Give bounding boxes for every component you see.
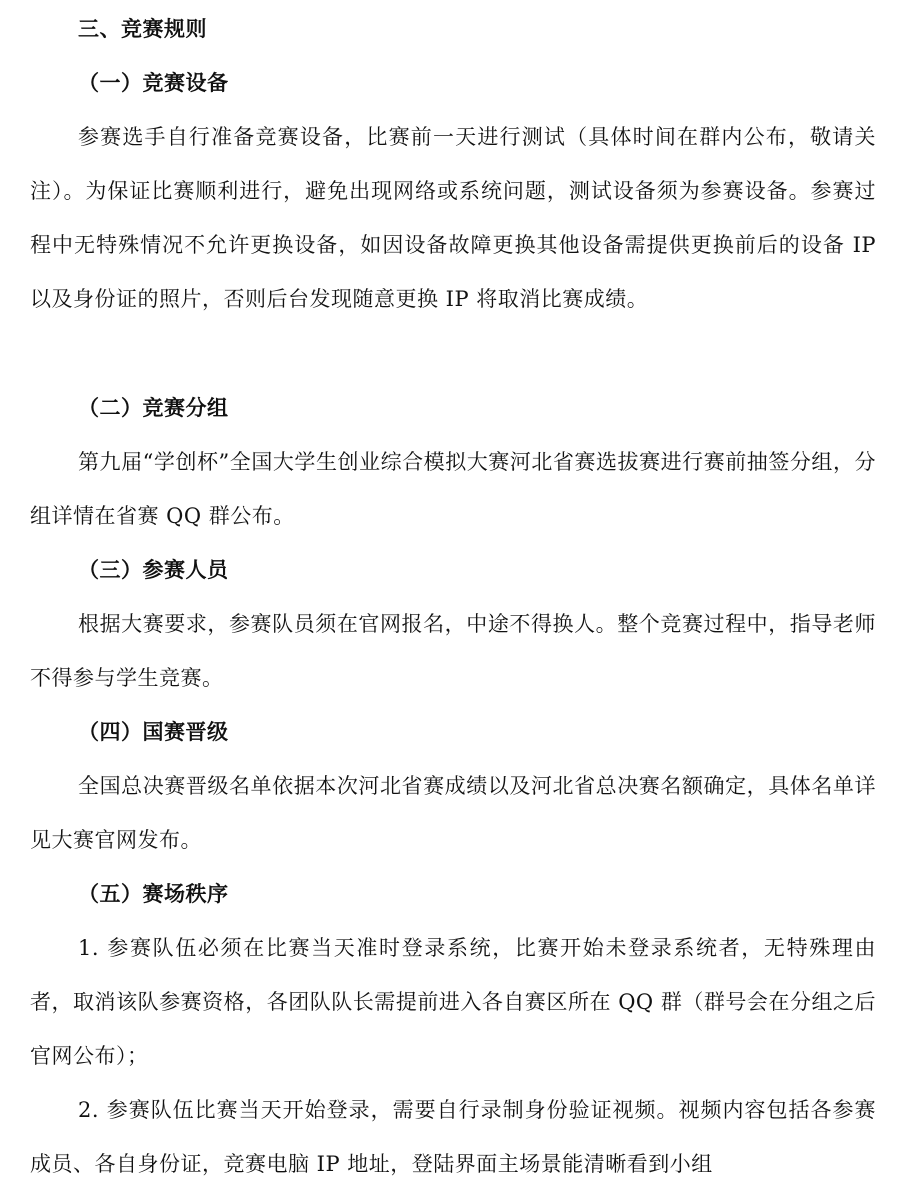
paragraph-venue-order-1: 1. 参赛队伍必须在比赛当天准时登录系统，比赛开始未登录系统者，无特殊理由者，取消该队参赛资格，各团队队长需提前进入各自赛区所在 QQ 群（群号会在分组之后官网公布）； [30, 936, 876, 1068]
paragraph-venue-order-2: 2. 参赛队伍比赛当天开始登录，需要自行录制身份验证视频。视频内容包括各参赛成员、各自身份证，竞赛电脑 IP 地址，登陆界面主场景能清晰看到小组 [30, 1098, 876, 1176]
paragraph-national-promotion: 全国总决赛晋级名单依据本次河北省赛成绩以及河北省总决赛名额确定，具体名单详见大赛官网发布。 [30, 774, 876, 852]
subsection-heading-equipment: （一）竞赛设备 [78, 70, 229, 95]
paragraph-participants: 根据大赛要求，参赛队员须在官网报名，中途不得换人。整个竞赛过程中，指导老师不得参与学生竞赛。 [30, 612, 876, 690]
section-title: 三、竞赛规则 [78, 16, 207, 41]
subsection-heading-national-promotion: （四）国赛晋级 [78, 719, 229, 744]
subsection-heading-venue-order: （五）赛场秩序 [78, 881, 229, 906]
paragraph-equipment: 参赛选手自行准备竞赛设备，比赛前一天进行测试（具体时间在群内公布，敬请关注）。为保证比赛顺利进行，避免出现网络或系统问题，测试设备须为参赛设备。参赛过程中无特殊情况不允许更换设备，如因设备故障更换其他设备需提供更换前后的设备 IP 以及身份证的照片，否则后台发现随意更换 IP 将取消比赛成绩。 [30, 125, 876, 311]
paragraph-grouping: 第九届“学创杯”全国大学生创业综合模拟大赛河北省赛选拔赛进行赛前抽签分组，分组详情在省赛 QQ 群公布。 [30, 450, 876, 528]
subsection-heading-participants: （三）参赛人员 [78, 557, 229, 582]
subsection-heading-grouping: （二）竞赛分组 [78, 395, 229, 420]
